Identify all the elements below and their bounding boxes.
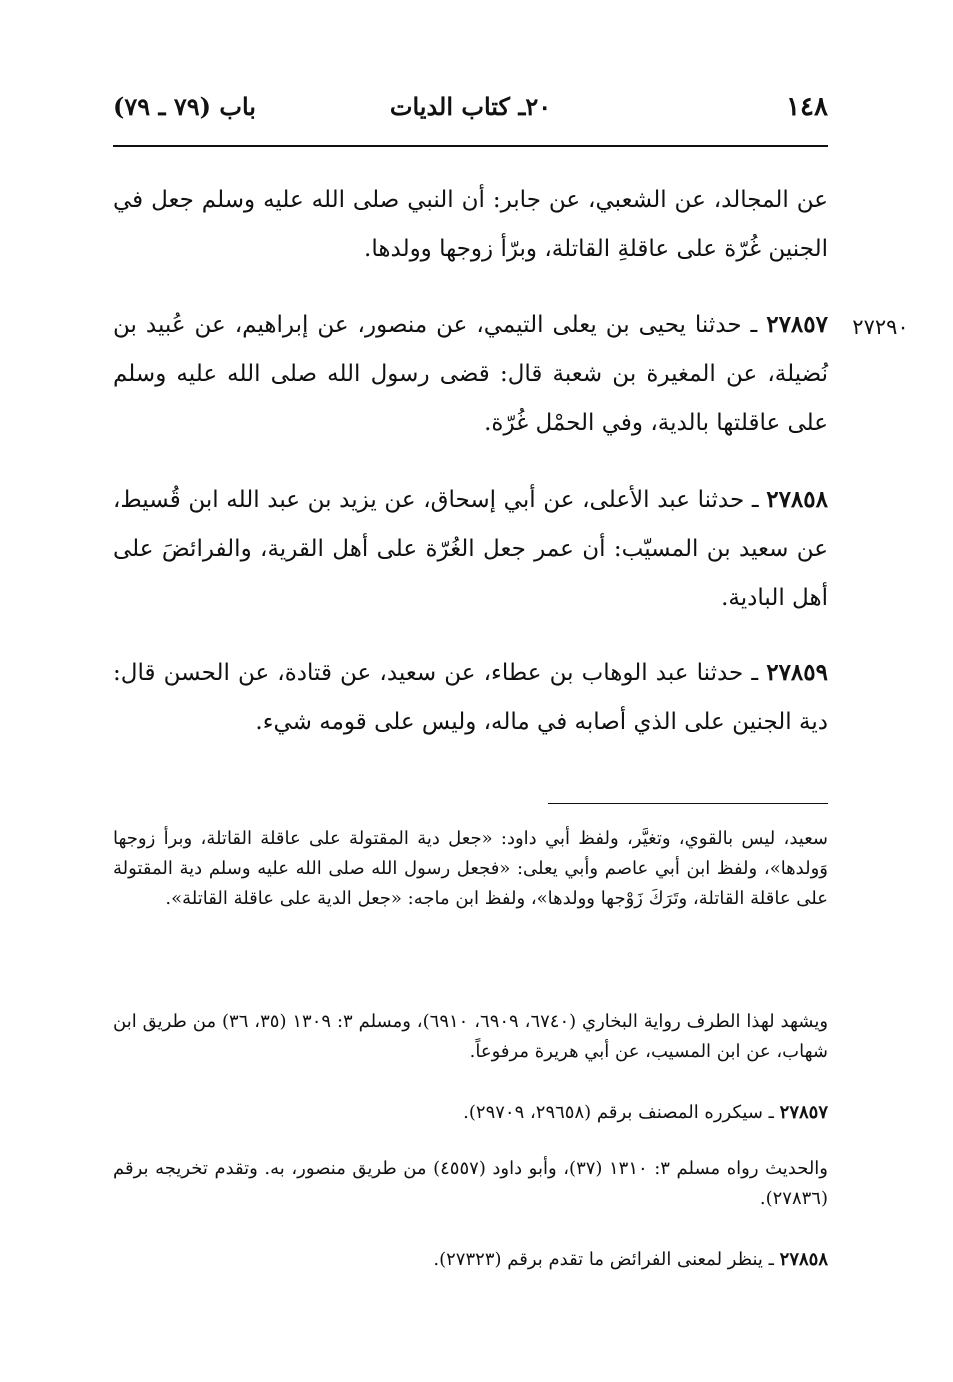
footnote	[113, 1098, 828, 1128]
footnote	[113, 1007, 828, 1067]
footnote-text: ـ سيكرره المصنف برقم (٢٩٦٥٨، ٢٩٧٠٩).	[463, 1102, 780, 1123]
hadith-number: ٢٧٨٥٧	[766, 311, 828, 338]
running-header	[113, 92, 828, 144]
hadith-number: ٢٧٨٥٩	[766, 659, 828, 686]
hadith-27859	[113, 648, 828, 747]
hadith-paragraph	[113, 475, 828, 623]
footnote-text: ـ ينظر لمعنى الفرائض ما تقدم برقم (٢٧٣٢٣).	[433, 1249, 780, 1270]
hadith-27857	[113, 300, 828, 448]
footnote	[113, 1154, 828, 1214]
chapter-reference: باب (٧٩ ـ ٧٩)	[113, 92, 256, 121]
book-title: ٢٠ـ كتاب الديات	[389, 92, 552, 121]
footnote-paragraph	[113, 1098, 828, 1128]
hadith-text: ـ حدثنا عبد الوهاب بن عطاء، عن سعيد، عن قتادة، عن الحسن قال: دية الجنين على الذي أصابه في ماله، وليس على قومه شيء.	[113, 660, 828, 735]
hadith-text: ـ حدثنا عبد الأعلى، عن أبي إسحاق، عن يزيد بن عبد الله ابن قُسيط، عن سعيد بن المسيّب: أن عمر جعل الغُرّة على أهل القرية، والفرائضَ على أهل البادية.	[113, 487, 828, 611]
footnote-text: والحديث رواه مسلم ٣: ١٣١٠ (٣٧)، وأبو داود (٤٥٥٧) من طريق منصور، به. وتقدم تخريجه برقم (٢٧٨٣٦).	[113, 1158, 828, 1209]
footnote-number: ٢٧٨٥٧	[779, 1102, 828, 1123]
footnote-number: ٢٧٨٥٨	[779, 1249, 828, 1270]
hadith-paragraph	[113, 300, 828, 448]
hadith-number: ٢٧٨٥٨	[766, 486, 828, 513]
hadith-continuation	[113, 176, 828, 274]
hadith-text: عن المجالد، عن الشعبي، عن جابر: أن النبي صلى الله عليه وسلم جعل في الجنين غُرّة على عاقلةِ القاتلة، وبرّأ زوجها وولدها.	[113, 187, 828, 262]
header-rule	[113, 145, 828, 147]
footnote-text: ويشهد لهذا الطرف رواية البخاري (٦٧٤٠، ٦٩٠٩، ٦٩١٠)، ومسلم ٣: ١٣٠٩ (٣٥، ٣٦) من طريق ابن شهاب، عن ابن المسيب، عن أبي هريرة مرفوعاً.	[113, 1011, 829, 1062]
footnote	[113, 824, 828, 914]
hadith-text: ـ حدثنا يحيى بن يعلى التيمي، عن منصور، عن إبراهيم، عن عُبيد بن نُضيلة، عن المغيرة بن شعبة قال: قضى رسول الله صلى الله عليه وسلم على عاقلتها بالدية، وفي الحمْل غُرّة.	[113, 312, 828, 436]
footnote-rule	[548, 803, 828, 804]
footnote-text: سعيد، ليس بالقوي، وتغيَّر، ولفظ أبي داود: «جعل دية المقتولة على عاقلة القاتلة، وبرأ زوجها وَولدها»، ولفظ ابن أبي عاصم وأبي يعلى: «فجعل رسول الله صلى الله عليه وسلم دية المقتولة على عاقلة القاتلة، وتَرَكَ زَوْجها وولدها»، ولفظ ابن ماجه: «جعل الدية على عاقلة القاتلة».	[113, 828, 828, 909]
footnote-paragraph	[113, 1245, 828, 1275]
hadith-27858	[113, 475, 828, 623]
margin-reference-number: ٢٧٢٩٠	[852, 315, 909, 339]
hadith-paragraph	[113, 648, 828, 747]
page-number: ١٤٨	[786, 92, 828, 122]
footnote	[113, 1245, 828, 1275]
